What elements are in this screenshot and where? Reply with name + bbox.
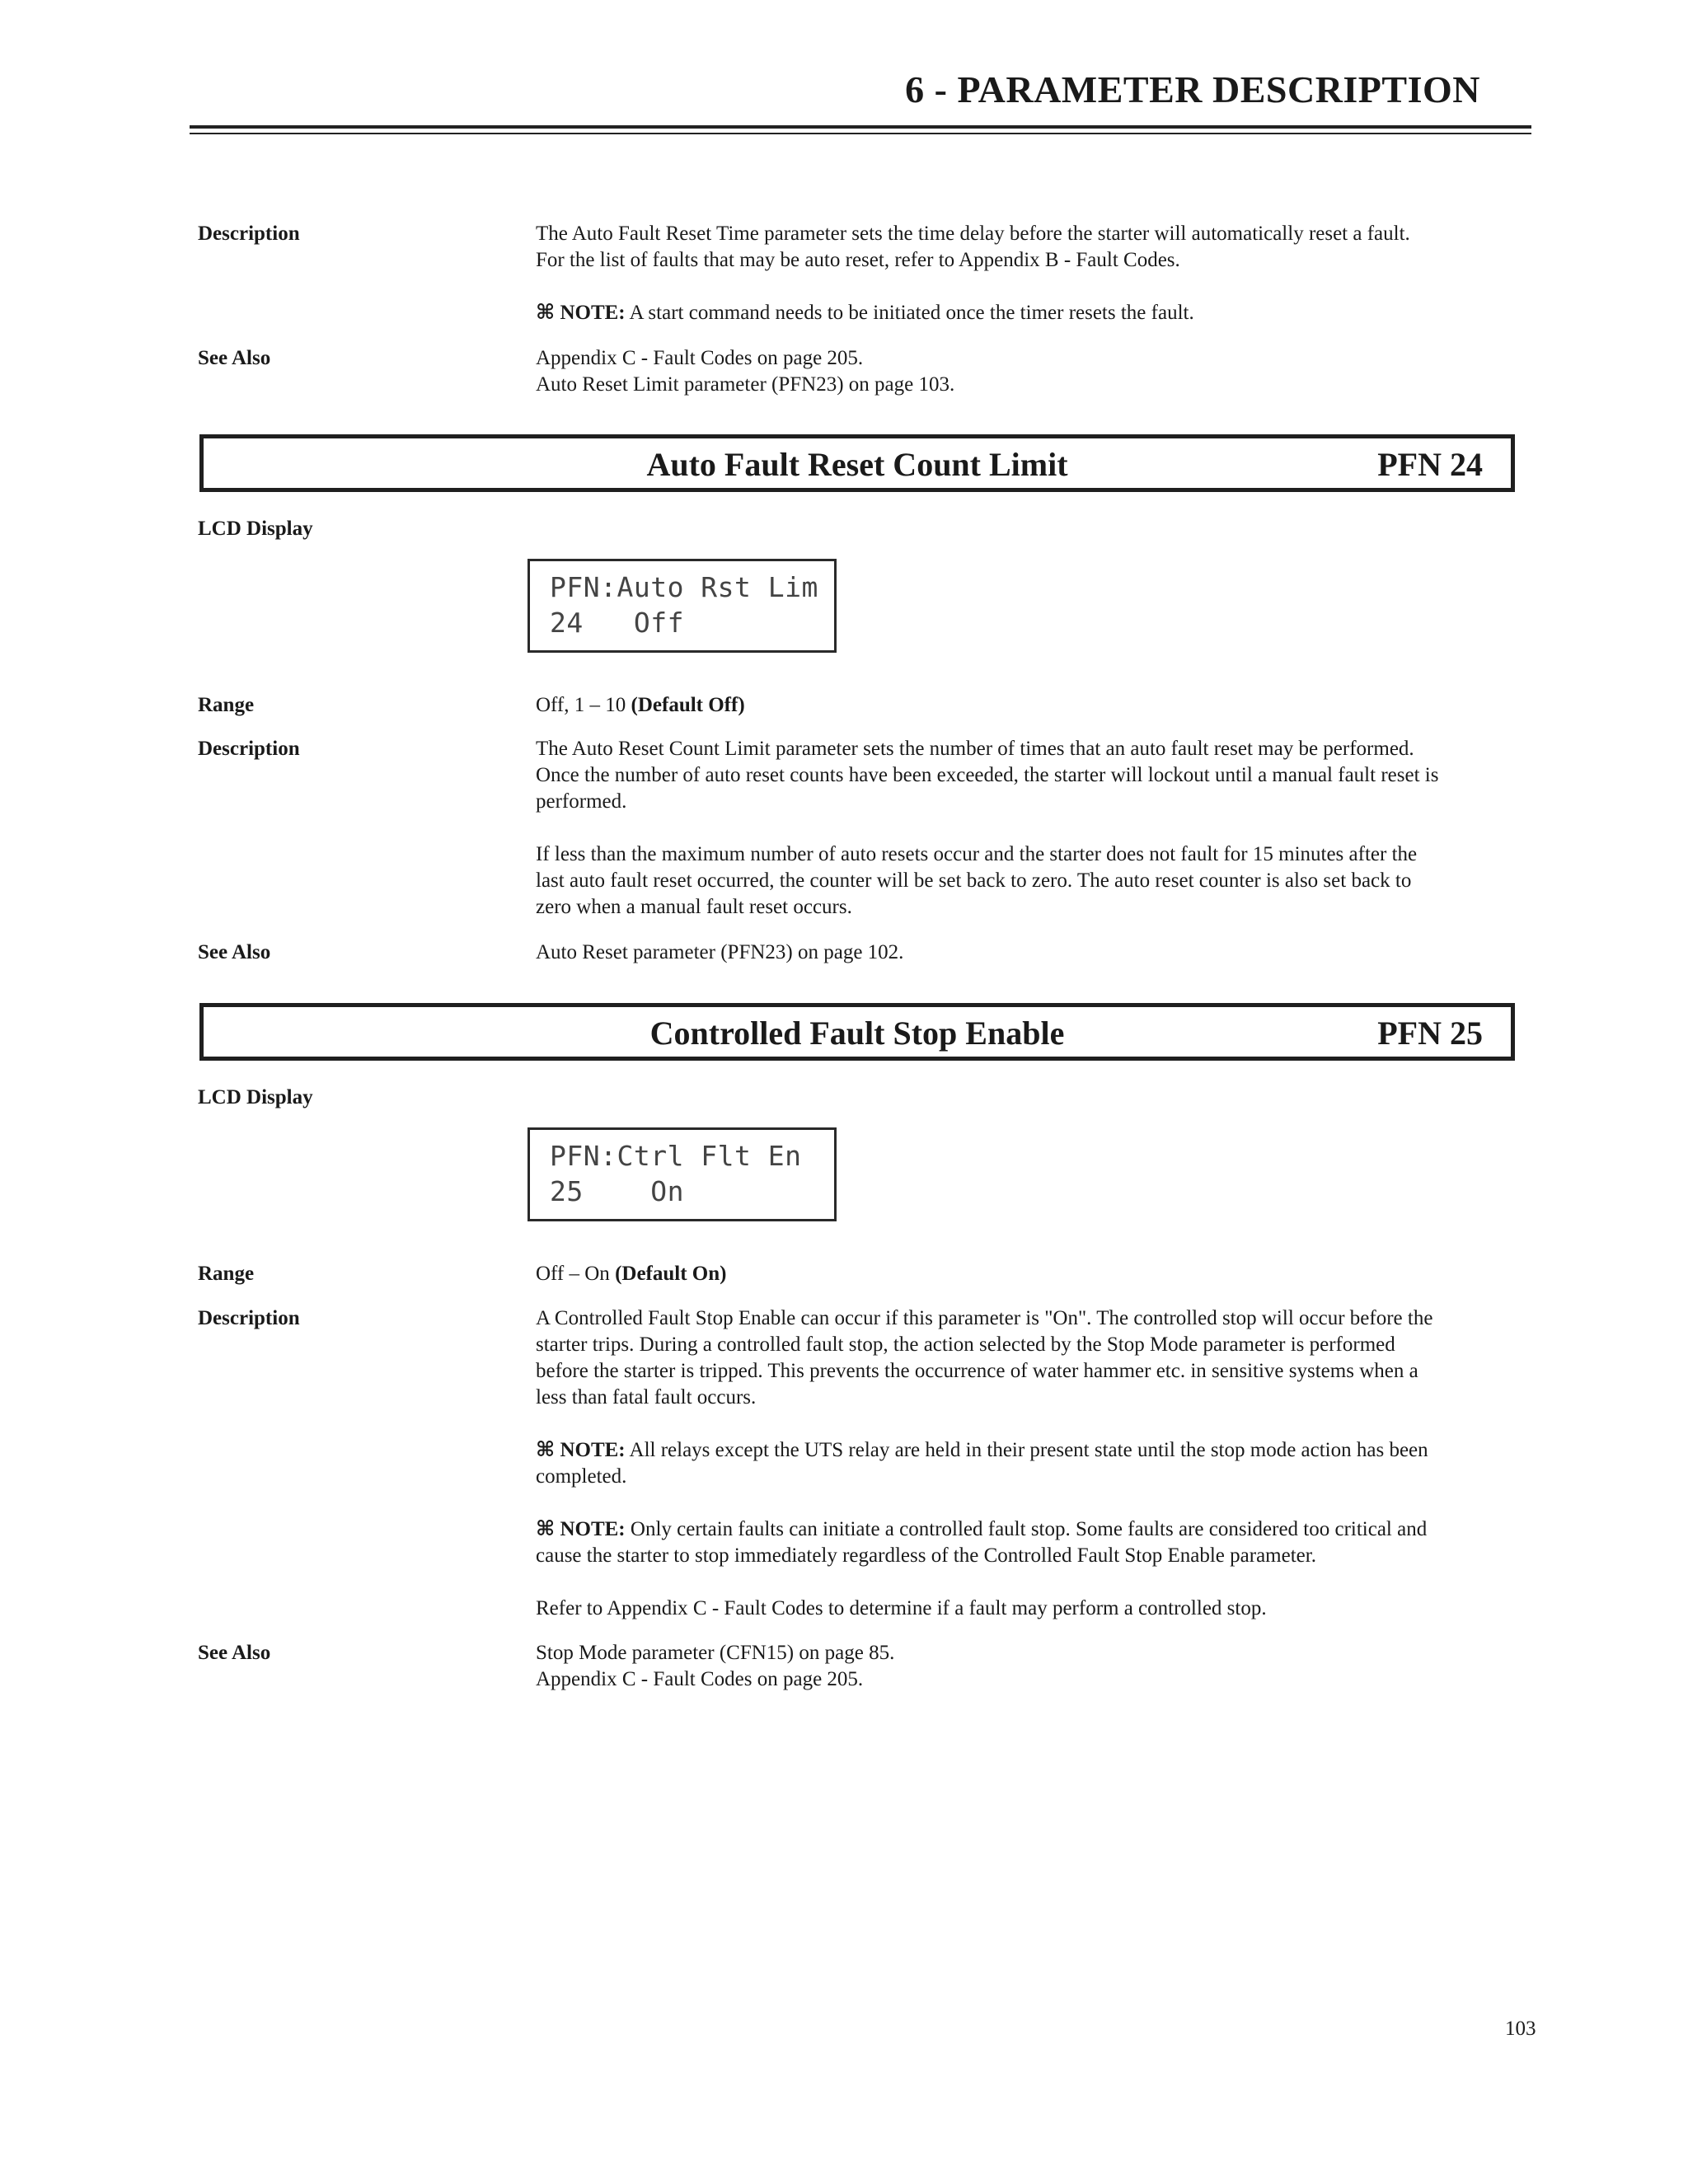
section-header-pfn24 bbox=[199, 434, 1515, 492]
range-text: Off – On bbox=[536, 1263, 616, 1285]
description-line: A Controlled Fault Stop Enable can occur if this parameter is "On". The controlled stop will occur before the bbox=[536, 1307, 1433, 1329]
description-label: Description bbox=[198, 738, 300, 760]
lcd-display-pfn25 bbox=[528, 1127, 837, 1221]
page-header-title: 6 - PARAMETER DESCRIPTION bbox=[905, 68, 1480, 110]
description-line: performed. bbox=[536, 790, 627, 813]
range-label: Range bbox=[198, 1263, 255, 1285]
note-label: NOTE: bbox=[560, 1439, 626, 1461]
note-text: A start command needs to be initiated once the timer resets the fault. bbox=[625, 302, 1194, 324]
command-icon: ⌘ bbox=[536, 1439, 556, 1461]
description-label: Description bbox=[198, 1307, 300, 1329]
section-header-pfn25 bbox=[199, 1003, 1515, 1061]
range-default: (Default On) bbox=[615, 1263, 727, 1285]
lcd-line-2: 24 Off bbox=[550, 607, 684, 639]
section-title: Controlled Fault Stop Enable bbox=[649, 1015, 1065, 1052]
range-content bbox=[536, 692, 1688, 719]
note-label: NOTE: bbox=[560, 1518, 626, 1540]
note-text-line: cause the starter to stop immediately regardless of the Controlled Fault Stop Enable parameter. bbox=[536, 1544, 1316, 1567]
see-also-link[interactable]: Auto Reset Limit parameter (PFN23) on page 103. bbox=[536, 373, 955, 396]
note-text: All relays except the UTS relay are held in their present state until the stop mode action has been bbox=[625, 1439, 1428, 1461]
refer-text: Refer to Appendix C - Fault Codes to determine if a fault may perform a controlled stop. bbox=[536, 1597, 1267, 1619]
lcd-display-label: LCD Display bbox=[198, 1086, 313, 1108]
note bbox=[536, 1437, 1688, 1464]
lcd-line-1: PFN:Ctrl Flt En bbox=[550, 1140, 802, 1172]
see-also-link[interactable]: Auto Reset parameter (PFN23) on page 102. bbox=[536, 941, 904, 963]
description-line: starter trips. During a controlled fault stop, the action selected by the Stop Mode parameter is performed bbox=[536, 1333, 1395, 1356]
note-label: NOTE: bbox=[560, 302, 626, 324]
description-line: If less than the maximum number of auto resets occur and the starter does not fault for 15 minutes after the bbox=[536, 843, 1418, 865]
description-content bbox=[536, 1305, 1688, 1622]
page-number: 103 bbox=[1505, 2018, 1536, 2040]
section-code: PFN 24 bbox=[1377, 446, 1483, 483]
range-default: (Default Off) bbox=[631, 694, 745, 716]
description-line: before the starter is tripped. This prevents the occurrence of water hammer etc. in sensitive systems when a bbox=[536, 1360, 1418, 1382]
range-text: Off, 1 – 10 bbox=[536, 694, 631, 716]
header-rule bbox=[190, 125, 1531, 134]
description-line: For the list of faults that may be auto reset, refer to Appendix B - Fault Codes. bbox=[536, 249, 1180, 271]
section-code: PFN 25 bbox=[1377, 1015, 1483, 1052]
range-content bbox=[536, 1261, 1688, 1287]
section-title: Auto Fault Reset Count Limit bbox=[646, 446, 1068, 483]
description-line: The Auto Fault Reset Time parameter sets the time delay before the starter will automatically reset a fault. bbox=[536, 223, 1410, 245]
lcd-line-2: 25 On bbox=[550, 1175, 684, 1207]
lcd-line-1: PFN:Auto Rst Lim bbox=[550, 571, 818, 603]
description-line: Once the number of auto reset counts have been exceeded, the starter will lockout until a manual fault reset is bbox=[536, 764, 1439, 786]
see-also-link[interactable]: Appendix C - Fault Codes on page 205. bbox=[536, 1668, 864, 1690]
see-also-content bbox=[536, 1640, 1688, 1693]
note-text-line: completed. bbox=[536, 1465, 627, 1488]
see-also-link[interactable]: Appendix C - Fault Codes on page 205. bbox=[536, 347, 864, 369]
see-also-label: See Also bbox=[198, 1642, 271, 1664]
lcd-display-label: LCD Display bbox=[198, 518, 313, 540]
description-line: less than fatal fault occurs. bbox=[536, 1386, 757, 1408]
note bbox=[536, 300, 1688, 326]
see-also-link[interactable]: Stop Mode parameter (CFN15) on page 85. bbox=[536, 1642, 895, 1664]
range-label: Range bbox=[198, 694, 255, 716]
description-content bbox=[536, 221, 1688, 326]
command-icon: ⌘ bbox=[536, 1518, 556, 1540]
note bbox=[536, 1516, 1688, 1543]
see-also-content bbox=[536, 940, 1688, 966]
lcd-display-pfn24 bbox=[528, 559, 837, 653]
description-content bbox=[536, 736, 1688, 921]
see-also-content bbox=[536, 345, 1688, 398]
description-line: zero when a manual fault reset occurs. bbox=[536, 896, 852, 918]
description-label: Description bbox=[198, 223, 300, 245]
command-icon: ⌘ bbox=[536, 302, 556, 324]
description-line: The Auto Reset Count Limit parameter sets the number of times that an auto fault reset may be performed. bbox=[536, 738, 1414, 760]
see-also-label: See Also bbox=[198, 347, 271, 369]
note-text: Only certain faults can initiate a controlled fault stop. Some faults are considered too critical and bbox=[625, 1518, 1428, 1540]
see-also-label: See Also bbox=[198, 941, 271, 963]
description-line: last auto fault reset occurred, the counter will be set back to zero. The auto reset counter is also set back to bbox=[536, 869, 1412, 892]
